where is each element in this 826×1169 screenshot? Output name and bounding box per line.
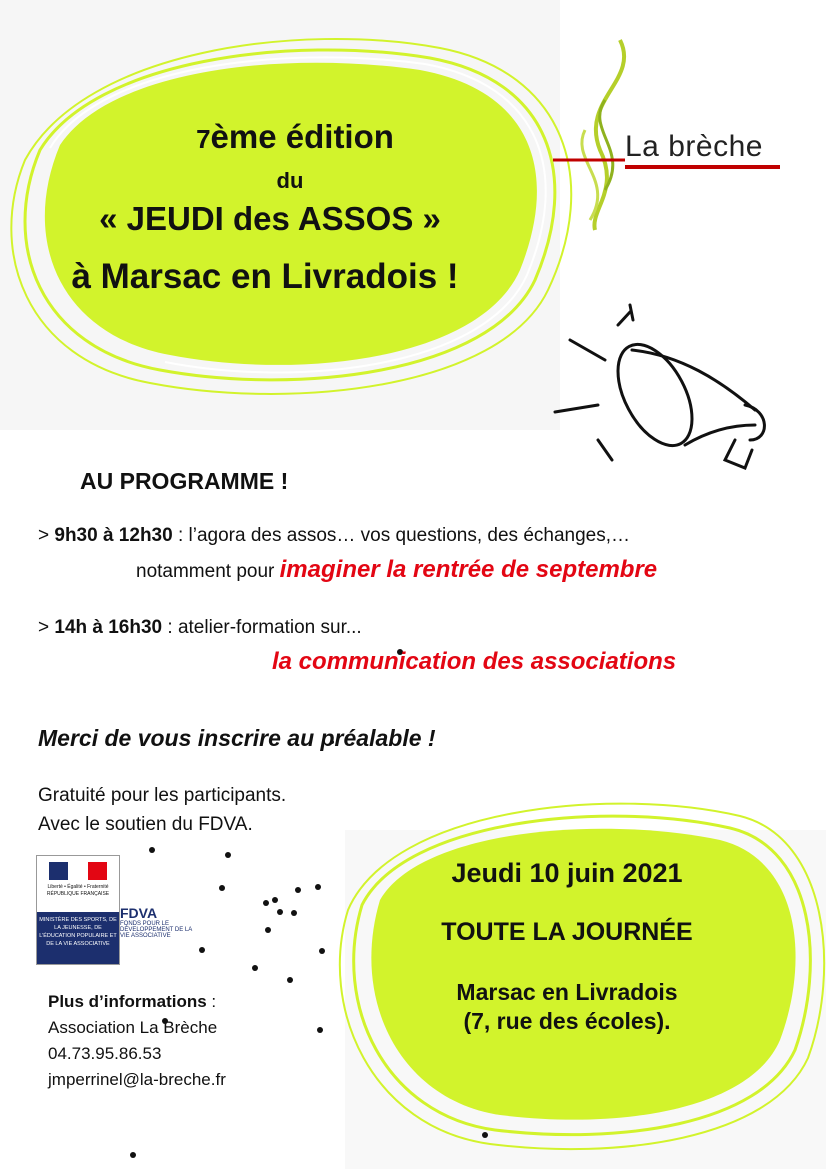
megaphone-icon [555,305,764,468]
afternoon-time: 14h à 16h30 [54,617,163,638]
ministry-name: MINISTÈRE DES SPORTS, DE LA JEUNESSE, DE L’ÉDUCATION POPULAIRE ET DE LA VIE ASSOCIATIVE [37,912,119,964]
contact-heading [48,989,226,1015]
free-note [38,781,286,839]
free-line-2: Avec le soutien du FDVA. [38,814,253,835]
afternoon-prefix: > [38,617,55,638]
event-duration: TOUTE LA JOURNÉE [441,918,693,946]
fdva-logo [120,905,200,939]
edition-text: ème édition [210,118,394,155]
program-morning-line2 [136,556,657,584]
edition-title [0,118,590,156]
contact-block [48,989,226,1093]
morning-prefix: > [38,525,55,546]
morning-highlight: imaginer la rentrée de septembre [279,556,658,583]
contact-colon: : [206,992,217,1011]
event-name: « JEUDI des ASSOS » [99,200,441,237]
ministry-motto: Liberté • Égalité • Fraternité [47,884,109,890]
place-title: à Marsac en Livradois ! [71,257,459,296]
contact-email: jmperrinel@la-breche.fr [48,1070,226,1089]
fdva-title: FDVA [120,905,158,921]
ministry-logo [36,855,120,965]
afternoon-highlight: la communication des associations [272,648,677,675]
ministry-motto-block [39,884,117,898]
event-location [400,978,734,1036]
program-title: AU PROGRAMME ! [80,468,289,494]
morning-line2-text: notamment pour [136,561,280,582]
program-morning [38,525,630,547]
french-flag-icon [49,862,107,880]
program-afternoon [38,617,362,639]
event-address: (7, rue des écoles). [463,1008,671,1034]
morning-time: 9h30 à 12h30 [54,525,173,546]
logo-text: La brèche [625,130,763,163]
contact-org: Association La Brèche [48,1018,218,1037]
ministry-republic: RÉPUBLIQUE FRANÇAISE [46,891,110,897]
afternoon-text: : atelier-formation sur... [162,617,362,638]
edition-number: 7 [196,124,211,154]
register-note: Merci de vous inscrire au préalable ! [38,725,436,751]
du-text: du [276,168,304,193]
contact-label: Plus d’informations [48,992,207,1011]
morning-text: : l’agora des assos… vos questions, des échanges,… [172,525,630,546]
event-place: Marsac en Livradois [456,979,678,1005]
free-line-1: Gratuité pour les participants. [38,785,287,806]
fdva-subtitle: FONDS POUR LE DÉVELOPPEMENT DE LA VIE ASSOCIATIVE [120,921,192,939]
event-date: Jeudi 10 juin 2021 [451,858,683,888]
contact-phone: 04.73.95.86.53 [48,1044,162,1063]
